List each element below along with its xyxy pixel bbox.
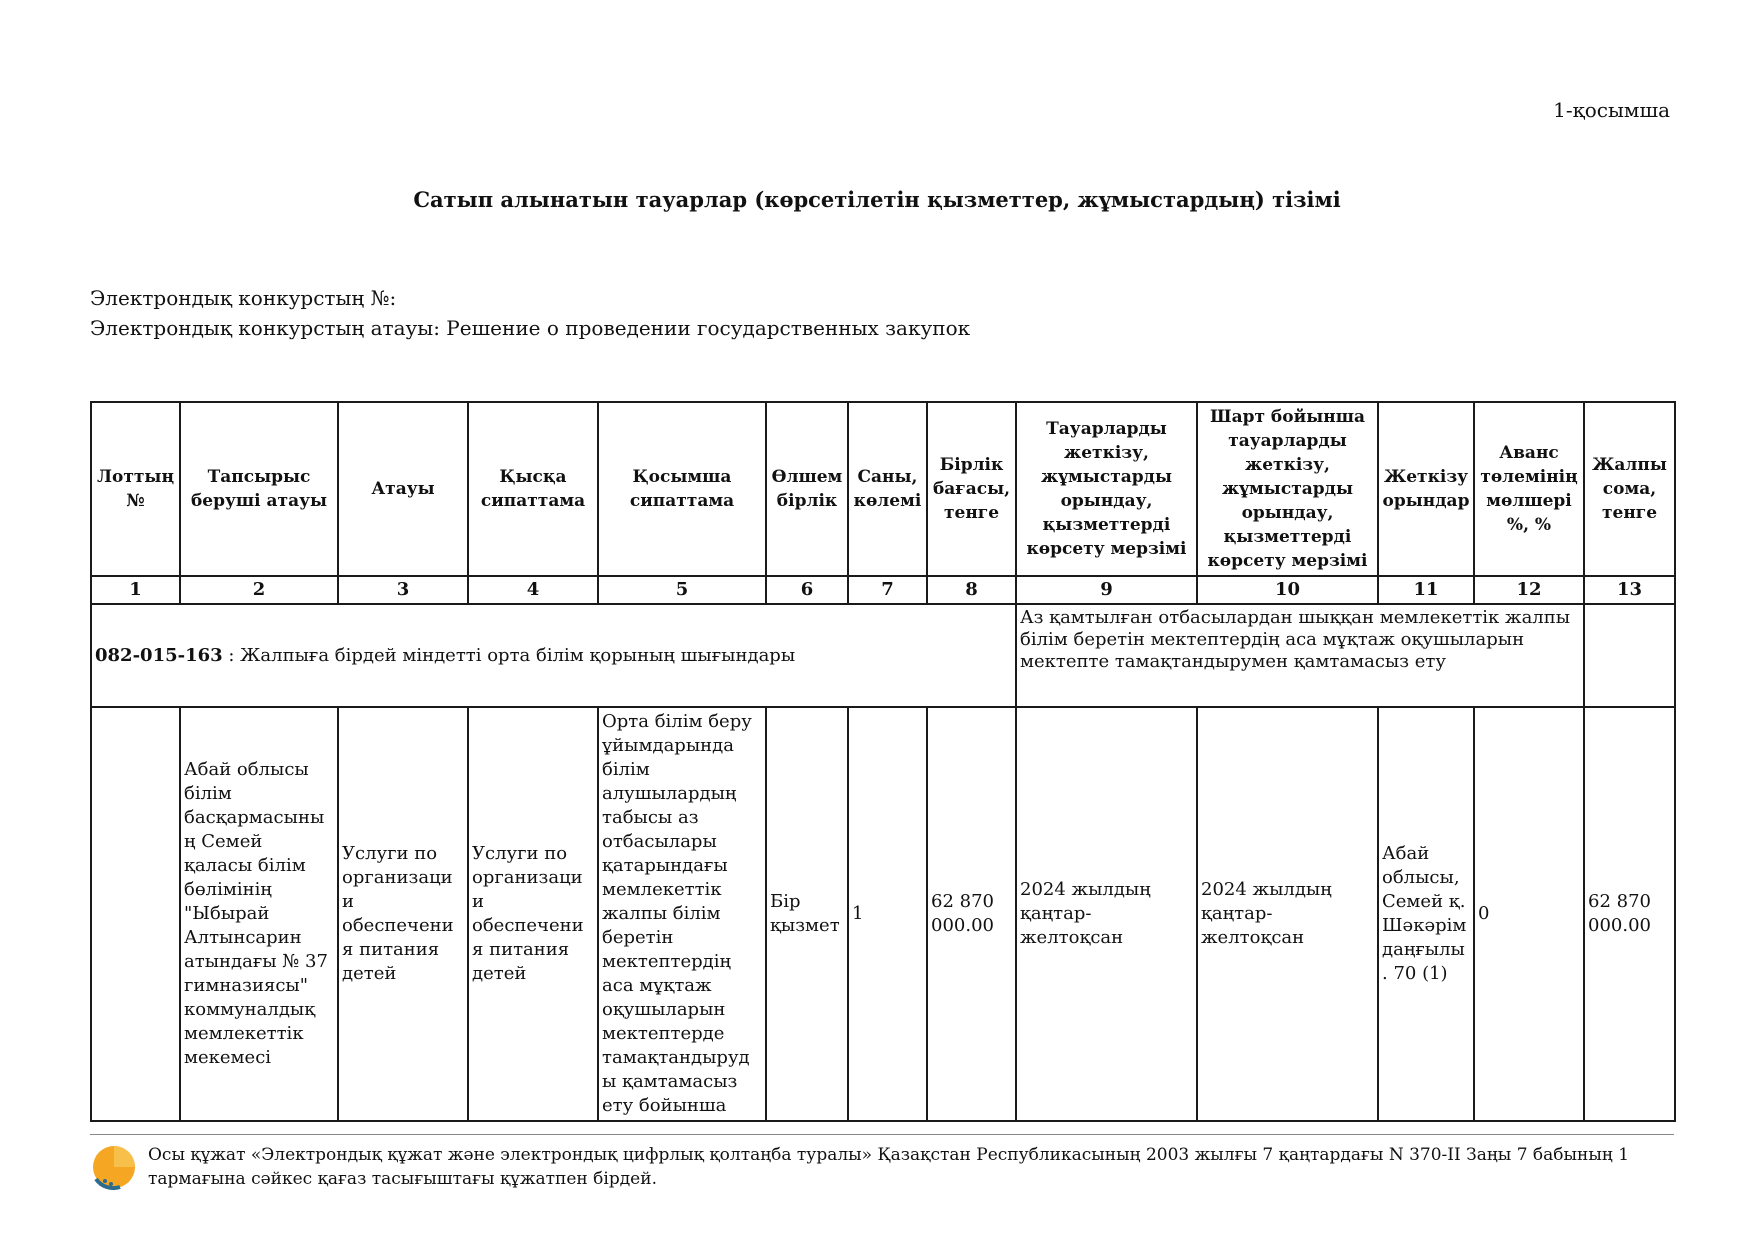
contest-meta <box>90 283 970 343</box>
advance-percent: 0 <box>1474 707 1584 1121</box>
short-description: Услуги по организации обеспечения питания детей <box>468 707 598 1121</box>
header-cell: Жеткізу орындар <box>1378 402 1474 576</box>
quantity: 1 <box>848 707 927 1121</box>
unit-price: 62 870 000.00 <box>927 707 1016 1121</box>
column-number: 13 <box>1584 576 1675 604</box>
budget-subprogram-cell: Аз қамтылған отбасылардан шыққан мемлекеттік жалпы білім беретін мектептердің аса мұқтаж оқушыларын мектепте тамақтандырумен қамтамасыз ету <box>1016 604 1584 707</box>
column-number: 3 <box>338 576 468 604</box>
page-title: Сатып алынатын тауарлар (көрсетілетін қызметтер, жұмыстардың) тізімі <box>413 187 1341 212</box>
budget-program-code: 082-015-163 <box>95 644 223 666</box>
header-cell: Аванс төлемінің мөлшері %, % <box>1474 402 1584 576</box>
contest-number: Электрондық конкурстың №: <box>90 286 397 310</box>
budget-program-name: : Жалпыға бірдей міндетті орта білім қорының шығындары <box>222 644 796 666</box>
column-number: 8 <box>927 576 1016 604</box>
header-cell: Жалпы сома, тенге <box>1584 402 1675 576</box>
header-cell: Тапсырыс беруші атауы <box>180 402 338 576</box>
column-number: 2 <box>180 576 338 604</box>
customer-name: Абай облысы білім басқармасының Семей қаласы білім бөлімінің "Ыбырай Алтынсарин атындағы № 37 гимназиясы" коммуналдық мемлекеттік мекемесі <box>180 707 338 1121</box>
total-amount: 62 870 000.00 <box>1584 707 1675 1121</box>
column-number: 1 <box>91 576 180 604</box>
annex-label: 1-қосымша <box>1553 98 1670 122</box>
footer <box>90 1134 1674 1191</box>
column-number: 7 <box>848 576 927 604</box>
legal-note: Осы құжат «Электрондық құжат және электрондық цифрлық қолтаңба туралы» Қазақстан Республикасының 2003 жылғы 7 қаңтардағы N 370-II Заңы 7 бабының 1 тармағына сәйкес қағаз тасығыштағы құжатпен бірдей. <box>148 1145 1630 1189</box>
lots-table <box>90 401 1676 1122</box>
column-number: 11 <box>1378 576 1474 604</box>
lot-number <box>91 707 180 1121</box>
header-row <box>91 402 1675 576</box>
empty-cell <box>1584 604 1675 707</box>
delivery-place: Абай облысы, Семей қ. Шәкәрім даңғылы. 70 (1) <box>1378 707 1474 1121</box>
column-number: 5 <box>598 576 766 604</box>
header-cell: Лоттың № <box>91 402 180 576</box>
column-number: 9 <box>1016 576 1197 604</box>
unit: Бір қызмет <box>766 707 848 1121</box>
header-cell: Бірлік бағасы, тенге <box>927 402 1016 576</box>
header-cell: Қосымша сипаттама <box>598 402 766 576</box>
header-cell: Тауарларды жеткізу, жұмыстарды орындау, қызметтерді көрсету мерзімі <box>1016 402 1197 576</box>
item-name: Услуги по организации обеспечения питания детей <box>338 707 468 1121</box>
column-number: 6 <box>766 576 848 604</box>
header-cell: Қысқа сипаттама <box>468 402 598 576</box>
column-number: 12 <box>1474 576 1584 604</box>
header-cell: Шарт бойынша тауарларды жеткізу, жұмыстарды орындау, қызметтерді көрсету мерзімі <box>1197 402 1378 576</box>
budget-program-row <box>91 604 1675 707</box>
header-cell: Атауы <box>338 402 468 576</box>
header-cell: Саны, көлемі <box>848 402 927 576</box>
column-number: 10 <box>1197 576 1378 604</box>
budget-program-cell <box>91 604 1016 707</box>
column-number-row <box>91 576 1675 604</box>
contract-term: 2024 жылдың қаңтар-желтоқсан <box>1197 707 1378 1121</box>
column-number: 4 <box>468 576 598 604</box>
contest-name: Электрондық конкурстың атауы: Решение о проведении государственных закупок <box>90 316 971 340</box>
header-cell: Өлшем бірлік <box>766 402 848 576</box>
extra-description: Орта білім беру ұйымдарында білім алушылардың табысы аз отбасылары қатарындағы мемлекеттік жалпы білім беретін мектептердің аса мұқтаж оқушыларын мектептерде тамақтандыруды қамтамасыз ету бойынша <box>598 707 766 1121</box>
delivery-term: 2024 жылдың қаңтар-желтоқсан <box>1016 707 1197 1121</box>
table-row <box>91 707 1675 1121</box>
egov-logo-icon <box>90 1143 138 1191</box>
